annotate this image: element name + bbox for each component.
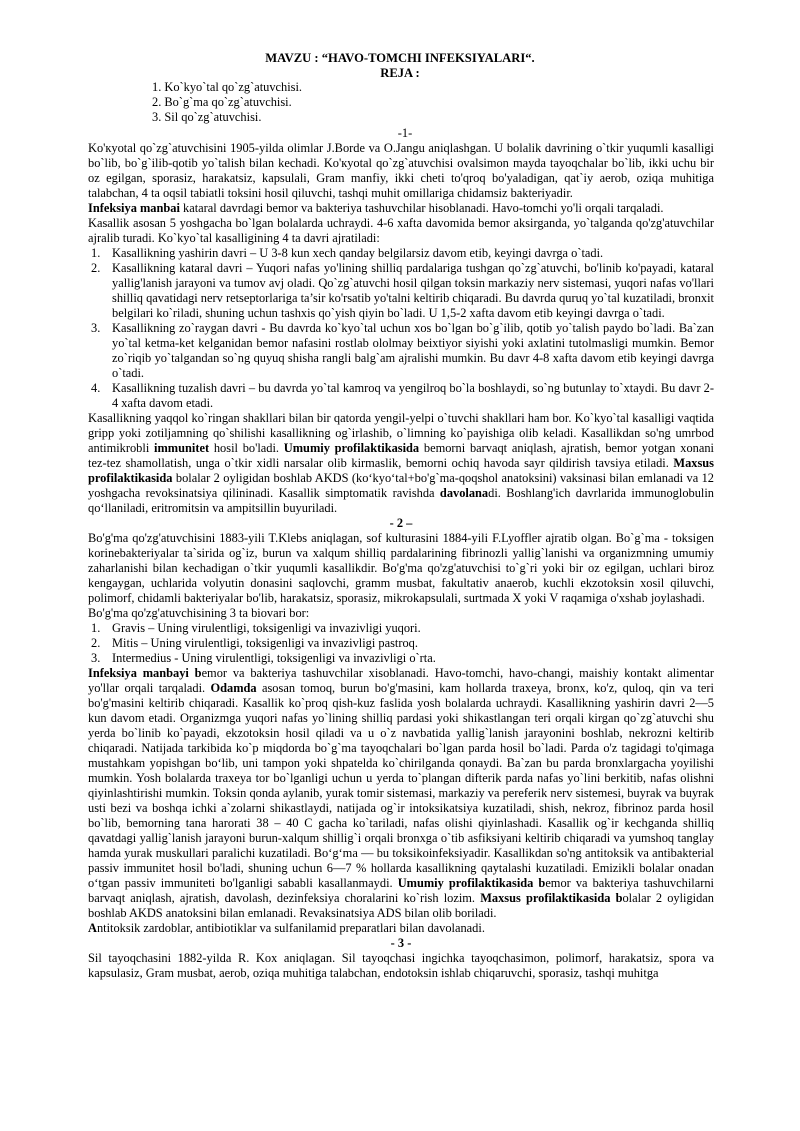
paragraph: Bo'g'ma qo'zg'atuvchisini 1883-yili T.Klebs aniqlagan, sof kulturasini 1884-yili F.Lyoffler ajratib olgan. Bo`g`ma - toksigen korinebakteriyalar ta`sirida og`iz, burun va xalqum shilliq pardalarining fibrinozli yallig`lanishi va organizmning umumiy zaharlanishi bilan kechadigan o`tkir yuqumli kasallikdir. Bo'g'ma qo'zg'atuvchisi to`g`ri yoki bir oz egilgan, uchlari biroz kengaygan, uchlarida volyutin donasini saqlovchi, gramm musbat, fakultativ anaerob, kuchli ekzotoksin xosil qiluvchi, polimorf, chidamli bakteriyalar bo'lib, harakatsiz, sporasiz, mikrokapsulali, surtmada X yoki V raqamiga o'xshab joylashadi. bbox=[88, 531, 714, 605]
plan-item: 3. Sil qo`zg`atuvchisi. bbox=[152, 110, 262, 124]
section-number: -1- bbox=[397, 126, 413, 140]
list-item: 1. Gravis – Uning virulentligi, toksigenligi va invazivligi yuqori. bbox=[91, 621, 421, 635]
section-number: - 3 - bbox=[390, 936, 412, 950]
list-item: 2. Kasallikning kataral davri – Yuqori nafas yo'lining shilliq pardalariga tushgan qo`zg`atuvchi, bo'linib ko'payadi, kataral yallig'lanish jarayoni va tumov avj oladi. Qo`zg`atuvchi hosil qilgan toksin markaziy nerv sistemasi, yuqori nafas vo'llari shilliq qavatidagi nerv retseptorlariga ta’sir ko'rsatib yo'talni keltirib chiqaradi. Bu davrda quruq yo`tal kuzatiladi, bronxit belgilari ko`riladi, shuning uchun tashxis qo`yish qiyin bo`ladi. U 1,5-2 xafta davom etib keyingi davrga o`tadi. bbox=[91, 261, 714, 320]
paragraph: Ko'кyotal qo`zg`atuvchisini 1905-yilda olimlar J.Borde va O.Jangu aniqlashgan. U bolalik davrining o`tkir yuqumli kasalligi bo`lib, bo`g`ilib-qotib yo`talish bilan kechadi. Ko'кyotal qo`zg`atuvchisi ovalsimon mayda tayoqchalar bo`lib, ikki uchu bir oz egilgan, sporasiz, harakatsiz, kapsulali, Gram manfiy, ikki cheti to'qroq bo'yaladigan, qat`iy aerob, oziqa muhitiga talabchan, 4 ta oqsil tabiatli toksini hosil qiluvchi, tashqi muhit omillariga chidamsiz bakteriyadir. bbox=[88, 141, 714, 200]
biovar-list bbox=[88, 621, 714, 666]
paragraph: Sil tayoqchasini 1882-yilda R. Kox aniqlagan. Sil tayoqchasi ingichka tayoqchasimon, polimorf, harakatsiz, spora va kapsulasiz, Gram musbat, aerob, oziqa muhitiga talabchan, endotoksin ishlab chiqaruvchi, sporasiz, tashqi muhitga bbox=[88, 951, 714, 980]
paragraph: Antitoksik zardoblar, antibiotiklar va sulfanilamid preparatlari bilan davolanadi. bbox=[88, 921, 485, 935]
paragraph: Infeksiya manbayi bemor va bakteriya tashuvchilar xisoblanadi. Havo-tomchi, havo-changi, maishiy kontakt alimentar yo'llar orqali tarqaladi. Odamda asosan tomoq, burun bo'g'masini, kam hollarda traxeya, bronx, ko'z, quloq, qin va teri bo'g'masini keltirib chiqaradi. Kasallik ko`proq qish-kuz faslida yosh bolalarda uchraydi. Kasallikning yashirin davri 2—5 kun davom etadi. Organizmga yuqori nafas yo`lining shilliq pardasi yoki shikastlangan teri orqali kirgan qo`zg`atuvchi shu yerda bo`linib ko`payadi, ekzotoksin hosil qiladi va u o`z navbatida yallig`lanish jarayonini boshlab, nekrozni keltirib chiqaradi. Natijada tarkibida ko`p miqdorda bo`g`ma tayoqchalari bo`lgan parda hosil bo`ladi. Parda o'z tagidagi to'qimaga mustahkam yopishgan bo‘lib, uni tampon yoki shpatelda ko`chirilganda qonaydi. Ba`zan bu parda bronxlargacha yoyilishi mumkin. Yosh bolalarda traxeya tor bo`lganligi uchun u yerda to`plangan difterik parda nafas yo`lini berkitib, nafas olishni qiyinlashtirishi mumkin. Toksin qonda aylanib, yurak tomir sistemasi, markaziy va pereferik nerv sistemesi, buyrak va buyrak usti bezi va boshqa ichki a`zolarni shikastlaydi, natijada og`ir intoksikatsiya kuzatiladi, shish, nekroz, fibrinoz parda hosil bo`lib, bemorning tana harorati 38 – 40 C gacha ko`tariladi, nafas olishi qiyinlashadi. Kasallik og`ir kechganda shilliq qavatdagi yallig`lanish jarayoni burun-xalqum shillig`i orqali bronxga o`tib asfiksiyani keltirib chiqaradi va yumshoq tanglay hamda yurak muskullari paralichi kuzatiladi. Bo‘g‘ma — bu toksikoinfeksiyadir. Kasallikdan so'ng antitoksik va antibakterial passiv immunitet hosil bo'ladi, shuning uchun 6—7 % hollarda kasallikning qaytalashi kuzatiladi. Emizikli bolalar onadan o‘tgan passiv immuniteti bo'lganligi sababli kasallanmaydi. Umumiy profilaktikasida bemor va bakteriya tashuvchilarni barvaqt aniqlash, ajratish, davolash, dezinfeksiya choralarini ko`rish lozim. Maxsus profilaktikasida bolalar 2 oyligidan boshlab AKDS anatoksini bilan emlanadi. Revaksinatsiya ADS bilan olib boriladi. bbox=[88, 666, 715, 920]
document-body bbox=[88, 126, 714, 981]
list-item: 3. Intermedius - Uning virulentligi, toksigenligi va invazivligi o`rta. bbox=[91, 651, 436, 665]
plan-heading: REJA : bbox=[380, 66, 420, 80]
paragraph: Infeksiya manbai kataral davrdagi bemor va bakteriya tashuvchilar hisoblanadi. Havo-tomchi yo'li orqali tarqaladi. bbox=[88, 201, 664, 215]
stages-list bbox=[88, 246, 714, 411]
paragraph: Kasallikning yaqqol ko`ringan shakllari bilan bir qatorda yengil-yelpi o`tuvchi shakllari ham bor. Ko`kyo`tal kasalligi vaqtida gripp yoki zotiljamning qo`shilishi kasallikning og`irlashib, o`limning ko`payishiga olib keladi. Kasallikdan so'ng umrbod antimikrobli immunitet hosil bo'ladi. Umumiy profilaktikasida bemorni barvaqt aniqlash, ajratish, bemor yotgan xonani tez-tez shamollatish, unga o`tkir xidli narsalar olib kirmaslik, bemorni ochiq havoda sayr qildirish tavsiya etiladi. Maxsus profilaktikasida bolalar 2 oyligidan boshlab AKDS (ko‘kyo‘tal+bo'g`ma-qoqshol anatoksini) vaksinasi bilan emlanadi va 12 yoshgacha revoksinatsiya qilininadi. Kasallik simptomatik ravishda davolanadi. Boshlang'ich davrlarida immunoglobulin qo‘llaniladi, eritromitsin va ampitsillin buyuriladi. bbox=[88, 411, 714, 515]
page-title: MAVZU : “HAVO-TOMCHI INFEKSIYALARI“. bbox=[265, 51, 535, 65]
plan-item: 2. Bo`g`ma qo`zg`atuvchisi. bbox=[152, 95, 292, 109]
list-item: 4. Kasallikning tuzalish davri – bu davrda yo`tal kamroq va yengilroq bo`la boshlaydi, so`ng butunlay to`xtaydi. Bu davr 2-4 xafta davom etadi. bbox=[91, 381, 714, 410]
plan-item: 1. Ko`kyo`tal qo`zg`atuvchisi. bbox=[152, 80, 303, 94]
paragraph: Bo'g'ma qo'zg'atuvchisining 3 ta biovari bor: bbox=[88, 606, 310, 620]
list-item: 1. Kasallikning yashirin davri – U 3-8 kun xech qanday belgilarsiz davom etib, keyingi davrga o`tadi. bbox=[91, 246, 604, 260]
paragraph: Kasallik asosan 5 yoshgacha bo`lgan bolalarda uchraydi. 4-6 xafta davomida bemor aksirganda, yo`talganda qo'zg'atuvchilar ajralib turadi. Ko`kyo`tal kasalligining 4 ta davri ajratiladi: bbox=[88, 216, 714, 245]
list-item: 2. Mitis – Uning virulentligi, toksigenligi va invazivligi pastroq. bbox=[91, 636, 418, 650]
list-item: 3. Kasallikning zo`raygan davri - Bu davrda ko`kyo`tal uchun xos bo`lgan bo`g`ilib, qotib yo`talish paydo bo`ladi. Ba`zan yo`tal ketma-ket kelganidan bemor nafasini rostlab ololmay beixtiyor siyishi yoki axlatini tutolmasligi mumkin. Bemor zo`riqib yo`talgandan so`ng quyuq shisha rangli balg`am ajralishi mumkin. Bu davr 4-8 xafta davom etib keyingi davrga o`tadi. bbox=[91, 321, 714, 380]
section-number: - 2 – bbox=[389, 516, 413, 530]
bold-term: Infeksiya manbai bbox=[88, 201, 180, 215]
plan-list bbox=[152, 80, 552, 125]
